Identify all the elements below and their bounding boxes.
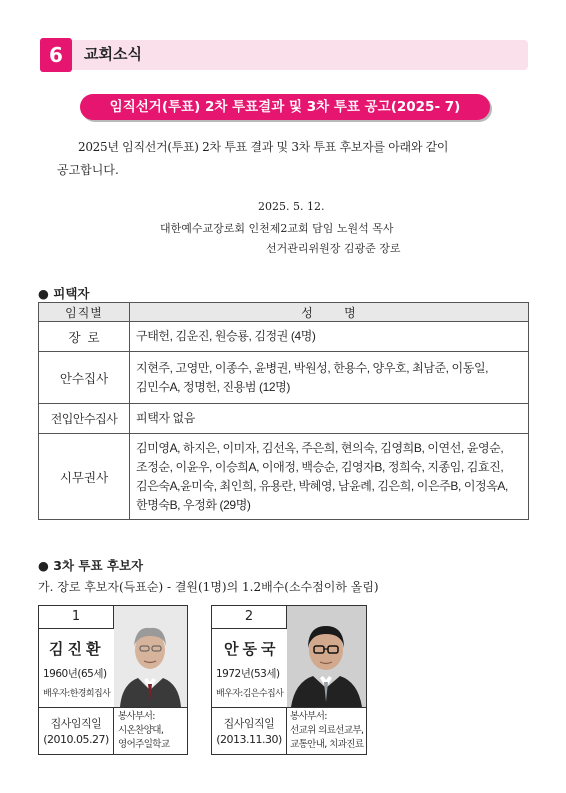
category-cell: 시무권사 bbox=[39, 434, 130, 520]
table-row bbox=[39, 434, 529, 520]
portrait-icon bbox=[114, 606, 187, 707]
elected-heading: ● 피택자 bbox=[38, 286, 90, 301]
table-row bbox=[39, 322, 529, 352]
category-cell: 전입안수집사 bbox=[39, 404, 130, 434]
column-header-names: 성 명 bbox=[130, 303, 529, 322]
ordination-label: 집사임직일 bbox=[223, 717, 275, 730]
elder-candidates-subheading: 가. 장로 후보자(득표순) - 결원(1명)의 1.2배수(소수점이하 올림) bbox=[38, 580, 379, 594]
table-row bbox=[39, 352, 529, 404]
third-vote-heading-text: 3차 투표 후보자 bbox=[53, 558, 144, 573]
category-cell: 안수집사 bbox=[39, 352, 130, 404]
divider bbox=[212, 707, 366, 708]
table-row bbox=[39, 404, 529, 434]
third-vote-heading: ● 3차 투표 후보자 bbox=[38, 558, 144, 573]
candidate-name: 안동국 bbox=[224, 640, 280, 658]
candidate-photo bbox=[287, 606, 366, 707]
divider bbox=[113, 707, 114, 754]
names-cell bbox=[130, 404, 529, 434]
service-line: 시온찬양대, bbox=[118, 725, 164, 736]
candidate-spouse: 배우자:김은수집사 bbox=[216, 689, 284, 699]
service-title: 봉사부서: bbox=[118, 711, 155, 722]
ordination-label: 집사임직일 bbox=[50, 717, 102, 730]
church-signature: 대한예수교장로회 인천제2교회 담임 노원석 목사 bbox=[160, 222, 394, 235]
names-cell bbox=[130, 434, 529, 520]
names-line: 김미영A, 하지은, 이미자, 김선옥, 주은희, 현의숙, 김영희B, 이연선, 윤영순, bbox=[136, 440, 504, 455]
column-header-category: 임직별 bbox=[39, 303, 130, 322]
portrait-icon bbox=[287, 606, 366, 707]
candidate-spouse: 배우자:한경희집사 bbox=[43, 689, 111, 699]
table-header-row bbox=[39, 303, 529, 322]
intro-text-line-2: 공고합니다. bbox=[57, 163, 119, 177]
names-line: 지현주, 고영만, 이종수, 윤병권, 박원성, 한용수, 양우호, 최남준, 이동일, bbox=[136, 360, 489, 375]
names-cell bbox=[130, 322, 529, 352]
notice-date: 2025. 5. 12. bbox=[258, 200, 325, 213]
names-line: 피택자 없음 bbox=[136, 411, 195, 425]
notice-title: 임직선거(투표) 2차 투표결과 및 3차 투표 공고(2025- 7) bbox=[80, 94, 490, 120]
candidate-photo bbox=[114, 606, 187, 707]
names-line: 조정순, 이윤우, 이승희A, 이애정, 백승순, 김영자B, 정희숙, 지종임, 김효진, bbox=[136, 459, 504, 474]
names-line: 한명숙B, 우정화 (29명) bbox=[136, 497, 251, 512]
names-line: 김은숙A,윤미숙, 최인희, 유용란, 박혜영, 남윤례, 김은희, 이은주B, 이정옥A, bbox=[136, 478, 508, 493]
candidate-name: 김진환 bbox=[49, 640, 105, 658]
names-line: 김민수A, 정명헌, 진용범 (12명) bbox=[136, 379, 290, 394]
intro-text-line-1: 2025년 임직선거(투표) 2차 투표 결과 및 3차 투표 후보자를 아래와 같이 bbox=[78, 140, 449, 154]
candidate-card-1 bbox=[38, 605, 188, 755]
names-cell bbox=[130, 352, 529, 404]
candidate-birth: 1972년(53세) bbox=[216, 668, 280, 680]
elected-heading-text: 피택자 bbox=[53, 286, 90, 301]
ordination-date: (2013.11.30) bbox=[216, 733, 282, 746]
service-line: 선교위 의료선교부, bbox=[290, 725, 364, 736]
service-line: 교통안내, 치과진료 bbox=[290, 739, 364, 750]
divider bbox=[286, 707, 287, 754]
service-title: 봉사부서: bbox=[290, 711, 327, 722]
section-number-badge: 6 bbox=[40, 38, 72, 72]
service-line: 영어주일학교 bbox=[118, 739, 170, 750]
candidate-birth: 1960년(65세) bbox=[43, 668, 107, 680]
section-title: 교회소식 bbox=[84, 45, 142, 63]
candidate-card-2 bbox=[211, 605, 367, 755]
ordination-date: (2010.05.27) bbox=[43, 733, 109, 746]
committee-signature: 선거관리위원장 김광준 장로 bbox=[266, 242, 401, 255]
elected-table bbox=[38, 302, 529, 520]
category-cell: 장 로 bbox=[39, 322, 130, 352]
candidate-number: 1 bbox=[39, 606, 114, 629]
names-line: 구태헌, 김운진, 원승룡, 김정권 (4명) bbox=[136, 329, 316, 343]
candidate-number: 2 bbox=[212, 606, 287, 629]
